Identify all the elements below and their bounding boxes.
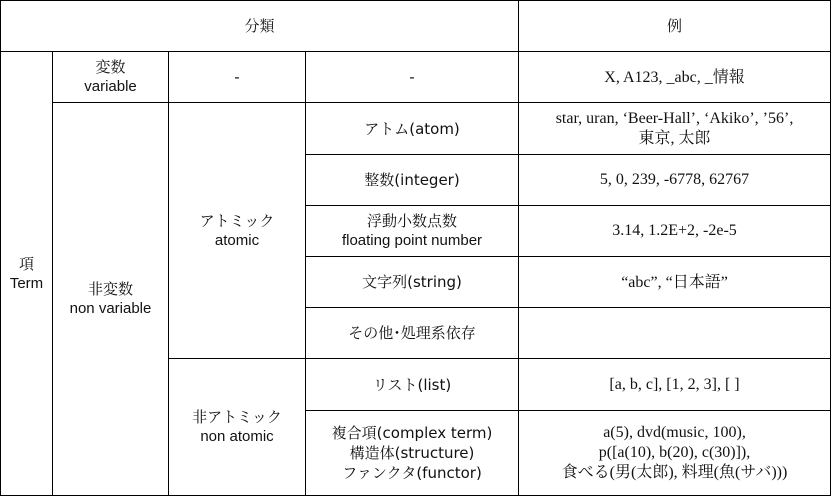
example-header-label: 例 <box>667 17 683 36</box>
non-variable-en: non variable <box>69 300 152 318</box>
list-label: リスト(list) <box>372 375 452 394</box>
atom-example-line1: star, uran, ‘Beer-Hall’, ‘Akiko’, ’56’, <box>555 109 794 127</box>
integer-example: 5, 0, 239, -6778, 62767 <box>599 171 750 189</box>
other-example-cell <box>519 308 831 359</box>
complex-label-line2: 構造体(structure) <box>349 443 475 462</box>
string-label: 文字列(string) <box>362 273 462 292</box>
term-cell <box>1 52 53 496</box>
string-example: “abc”, “日本語” <box>621 273 728 291</box>
string-label-cell <box>306 257 519 308</box>
other-label-cell <box>306 308 519 359</box>
variable-dash-cell-1 <box>169 52 306 103</box>
complex-example-line2: p([a(10), b(20), c(30)]), <box>598 443 751 461</box>
atom-label-cell <box>306 103 519 154</box>
complex-label-line3: ファンクタ(functor) <box>342 463 482 482</box>
non-variable-cell <box>53 103 169 496</box>
atom-label: アトム(atom) <box>364 119 460 138</box>
variable-dash-2: - <box>409 68 415 87</box>
variable-en: variable <box>84 78 137 96</box>
variable-dash-1: - <box>234 68 240 87</box>
atomic-cell <box>169 103 306 359</box>
string-example-cell <box>519 257 831 308</box>
complex-example-line1: a(5), dvd(music, 100), <box>603 423 746 441</box>
float-label-cell <box>306 205 519 256</box>
list-example: [a, b, c], [1, 2, 3], [ ] <box>609 376 740 394</box>
classification-header-label: 分類 <box>244 17 275 36</box>
other-label: その他･処理系依存 <box>348 324 476 343</box>
complex-label-cell <box>306 410 519 495</box>
atomic-jp: アトミック <box>199 211 275 230</box>
atomic-en: atomic <box>214 231 260 249</box>
list-label-cell <box>306 359 519 410</box>
non-atomic-jp: 非アトミック <box>192 408 282 427</box>
non-atomic-cell <box>169 359 306 496</box>
complex-label-line1: 複合項(complex term) <box>331 423 493 442</box>
table-row <box>1 52 831 103</box>
classification-header <box>1 1 519 52</box>
header-row <box>1 1 831 52</box>
complex-example-cell <box>519 410 831 495</box>
atom-example-cell <box>519 103 831 154</box>
float-label-line1: 浮動小数点数 <box>367 211 458 230</box>
table-row <box>1 103 831 154</box>
integer-example-cell <box>519 154 831 205</box>
list-example-cell <box>519 359 831 410</box>
variable-dash-cell-2 <box>306 52 519 103</box>
complex-example-line3: 食べる(男(太郎), 料理(魚(サバ))) <box>561 463 788 481</box>
float-label-line2: floating point number <box>341 231 483 249</box>
variable-jp: 変数 <box>95 58 126 77</box>
integer-label: 整数(integer) <box>364 170 460 189</box>
example-header <box>519 1 831 52</box>
non-atomic-en: non atomic <box>200 428 274 446</box>
float-example: 3.14, 1.2E+2, -2e-5 <box>612 222 737 240</box>
variable-example-cell <box>519 52 831 103</box>
non-variable-jp: 非変数 <box>87 280 133 299</box>
atom-example-line2: 東京, 太郎 <box>638 129 711 147</box>
term-jp: 項 <box>18 254 34 273</box>
integer-label-cell <box>306 154 519 205</box>
term-en: Term <box>9 274 44 292</box>
float-example-cell <box>519 205 831 256</box>
variable-example: X, A123, _abc, _情報 <box>604 68 745 86</box>
variable-cell <box>53 52 169 103</box>
